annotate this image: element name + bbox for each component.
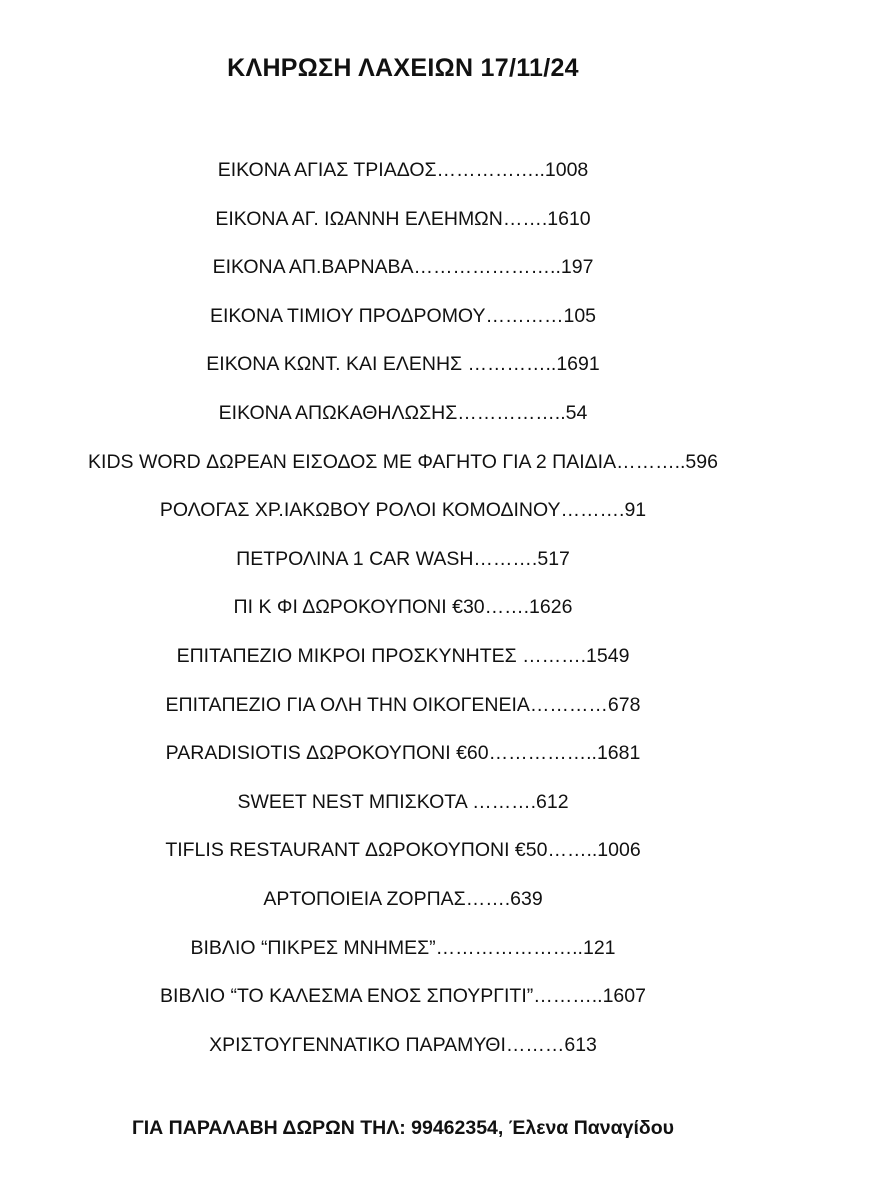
prize-line: ΕΙΚΟΝΑ ΑΠΩΚΑΘΗΛΩΣΗΣ……………..54 xyxy=(218,401,588,424)
prize-line: ΕΙΚΟΝΑ ΤΙΜΙΟΥ ΠΡΟΔΡΟΜΟΥ…………105 xyxy=(209,304,597,327)
prize-line: ΕΙΚΟΝΑ ΑΓ. ΙΩΑΝΝΗ ΕΛΕΗΜΩΝ…….1610 xyxy=(215,207,591,230)
prize-line: PARADISIOTIS ΔΩΡΟΚΟΥΠΟΝΙ €60……………..1681 xyxy=(165,742,641,765)
prize-line: SWEET NEST ΜΠΙΣΚΟΤΑ ……….612 xyxy=(237,790,569,813)
page-title: ΚΛΗΡΩΣΗ ΛΑΧΕΙΩΝ 17/11/24 xyxy=(227,54,579,82)
prize-line: ΡΟΛΟΓΑΣ ΧΡ.ΙΑΚΩΒΟΥ ΡΟΛΟΙ ΚΟΜΟΔΙΝΟΥ……….91 xyxy=(159,499,647,522)
prize-line: ΠΙ Κ ΦΙ ΔΩΡΟΚΟΥΠΟΝΙ €30…….1626 xyxy=(233,596,573,619)
prize-line: ΕΠΙΤΑΠΕΖΙΟ ΜΙΚΡΟΙ ΠΡΟΣΚΥΝΗΤΕΣ ……….1549 xyxy=(176,644,630,667)
prize-line: ΧΡΙΣΤΟΥΓΕΝΝΑΤΙΚΟ ΠΑΡΑΜΥΘΙ………613 xyxy=(209,1033,597,1056)
prize-line: TIFLIS RESTAURANT ΔΩΡΟΚΟΥΠΟΝΙ €50……..1006 xyxy=(165,839,641,862)
prize-line: ΕΙΚΟΝΑ ΚΩΝΤ. ΚΑΙ ΕΛΕΝΗΣ …………..1691 xyxy=(206,353,600,376)
prize-line: ΒΙΒΛΙΟ “ΠΙΚΡΕΣ ΜΝΗΜΕΣ”…………………..121 xyxy=(190,936,616,959)
contact-footer: ΓΙΑ ΠΑΡΑΛΑΒΗ ΔΩΡΩΝ ΤΗΛ: 99462354, Έλενα Παναγίδου xyxy=(132,1117,674,1139)
prize-line: ΕΙΚΟΝΑ ΑΠ.ΒΑΡΝΑΒΑ…………………..197 xyxy=(212,256,594,279)
prize-line: ΑΡΤΟΠΟΙΕΙΑ ΖΟΡΠΑΣ…….639 xyxy=(263,887,543,910)
prize-list xyxy=(0,150,806,1073)
prize-line: KIDS WORD ΔΩΡΕΑΝ ΕΙΣΟΔΟΣ ΜΕ ΦΑΓΗΤΟ ΓΙΑ 2 ΠΑΙΔΙΑ………..596 xyxy=(88,450,718,473)
prize-line: ΒΙΒΛΙΟ “ΤΟ ΚΑΛΕΣΜΑ ΕΝΟΣ ΣΠΟΥΡΓΙΤΙ”………..1607 xyxy=(160,985,646,1008)
prize-line: ΕΙΚΟΝΑ ΑΓΙΑΣ ΤΡΙΑΔΟΣ……………..1008 xyxy=(217,159,589,181)
prize-line: ΕΠΙΤΑΠΕΖΙΟ ΓΙΑ ΟΛΗ ΤΗΝ ΟΙΚΟΓΕΝΕΙΑ…………678 xyxy=(165,693,641,716)
prize-line: ΠΕΤΡΟΛΙΝΑ 1 CAR WASH……….517 xyxy=(236,547,570,570)
